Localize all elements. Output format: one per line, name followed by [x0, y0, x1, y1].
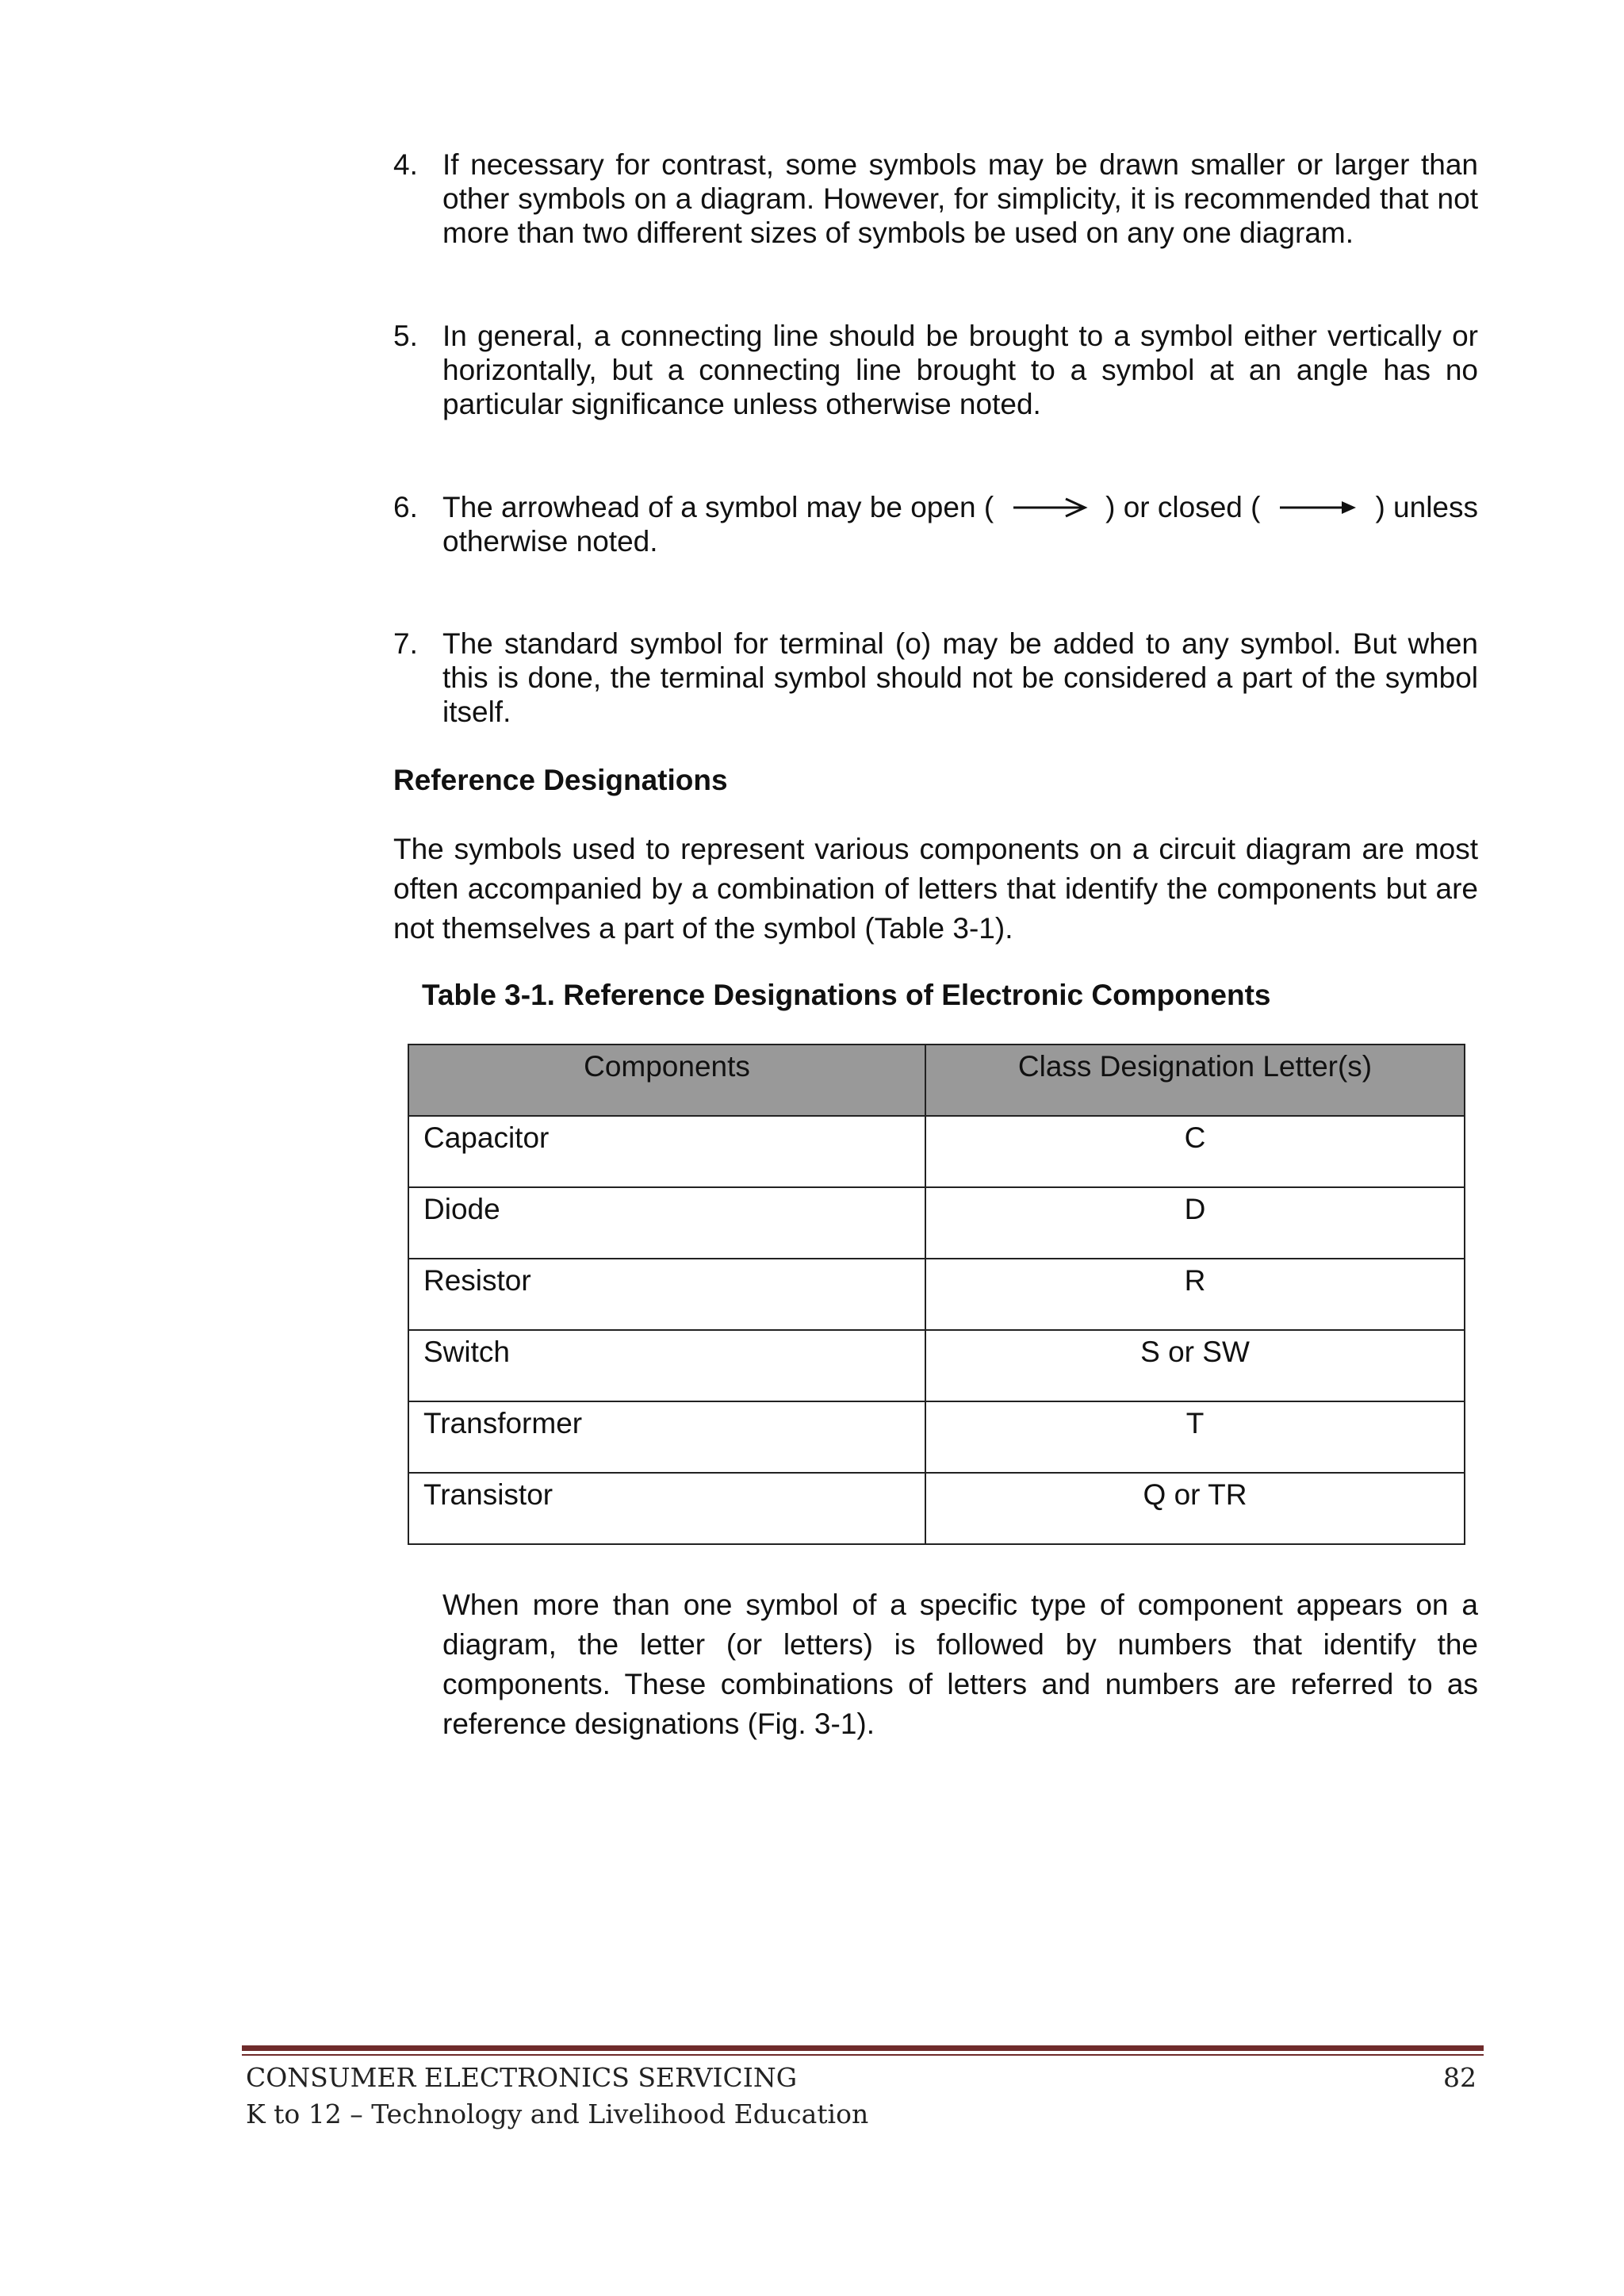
table-row — [408, 1187, 1465, 1259]
list-text-segment: ) unless — [1375, 491, 1478, 523]
component-cell: Resistor — [408, 1259, 925, 1330]
list-text-segment: The arrowhead of a symbol may be open ( — [442, 491, 994, 523]
designation-cell: T — [925, 1401, 1465, 1473]
footer-divider — [242, 2045, 1484, 2051]
closed-arrow-icon — [1278, 490, 1358, 524]
list-item-7 — [393, 627, 1478, 730]
list-number: 4. — [393, 148, 418, 181]
intro-paragraph: The symbols used to represent various components on a circuit diagram are most often accompanied by a combination of letters that identify the components but are not themselves a part of the symbol (Table 3-1). — [393, 833, 1478, 945]
table-row — [408, 1259, 1465, 1330]
table-header-row — [408, 1045, 1465, 1116]
list-item-6-line-2: otherwise noted. — [442, 525, 658, 558]
footer-title: CONSUMER ELECTRONICS SERVICING — [246, 2062, 798, 2093]
reference-table — [408, 1044, 1465, 1545]
component-cell: Switch — [408, 1330, 925, 1401]
list-number: 7. — [393, 627, 418, 660]
list-text: In general, a connecting line should be brought to a symbol either vertically or horizontally, but a connecting line brought to a symbol at an angle has no particular significance unless otherwise noted. — [442, 320, 1478, 420]
footer-divider-thin — [242, 2054, 1484, 2056]
designation-cell: C — [925, 1116, 1465, 1187]
list-text: The standard symbol for terminal (o) may be added to any symbol. But when this is done, the terminal symbol should not be considered a part of the symbol itself. — [442, 627, 1478, 728]
component-cell: Transistor — [408, 1473, 925, 1544]
list-text-segment: ) or closed ( — [1105, 491, 1261, 523]
list-item-6-line-1 — [442, 490, 1478, 524]
component-cell: Diode — [408, 1187, 925, 1259]
list-item-5 — [393, 319, 1478, 422]
page-number: 82 — [1443, 2062, 1477, 2093]
section-heading: Reference Designations — [393, 764, 728, 796]
designation-cell: Q or TR — [925, 1473, 1465, 1544]
designation-cell: D — [925, 1187, 1465, 1259]
table-row — [408, 1330, 1465, 1401]
list-item-4 — [393, 148, 1478, 251]
open-arrow-icon — [1012, 490, 1088, 524]
table-row — [408, 1473, 1465, 1544]
footer-subtitle: K to 12 – Technology and Livelihood Education — [246, 2099, 869, 2129]
table-caption: Table 3-1. Reference Designations of Electronic Components — [422, 979, 1271, 1011]
table-row — [408, 1401, 1465, 1473]
list-number: 5. — [393, 320, 418, 352]
component-cell: Capacitor — [408, 1116, 925, 1187]
column-header: Class Designation Letter(s) — [925, 1045, 1465, 1116]
designation-cell: S or SW — [925, 1330, 1465, 1401]
list-number: 6. — [393, 491, 418, 523]
table-row — [408, 1116, 1465, 1187]
closing-paragraph: When more than one symbol of a specific type of component appears on a diagram, the letter (or letters) is followed by numbers that identify the components. These combinations of letters and numbers are referred to as reference designations (Fig. 3-1). — [442, 1589, 1478, 1740]
column-header: Components — [408, 1045, 925, 1116]
designation-cell: R — [925, 1259, 1465, 1330]
component-cell: Transformer — [408, 1401, 925, 1473]
list-text: If necessary for contrast, some symbols may be drawn smaller or larger than other symbols on a diagram. However, for simplicity, it is recommended that not more than two different sizes of symbols be used on any one diagram. — [442, 148, 1478, 249]
